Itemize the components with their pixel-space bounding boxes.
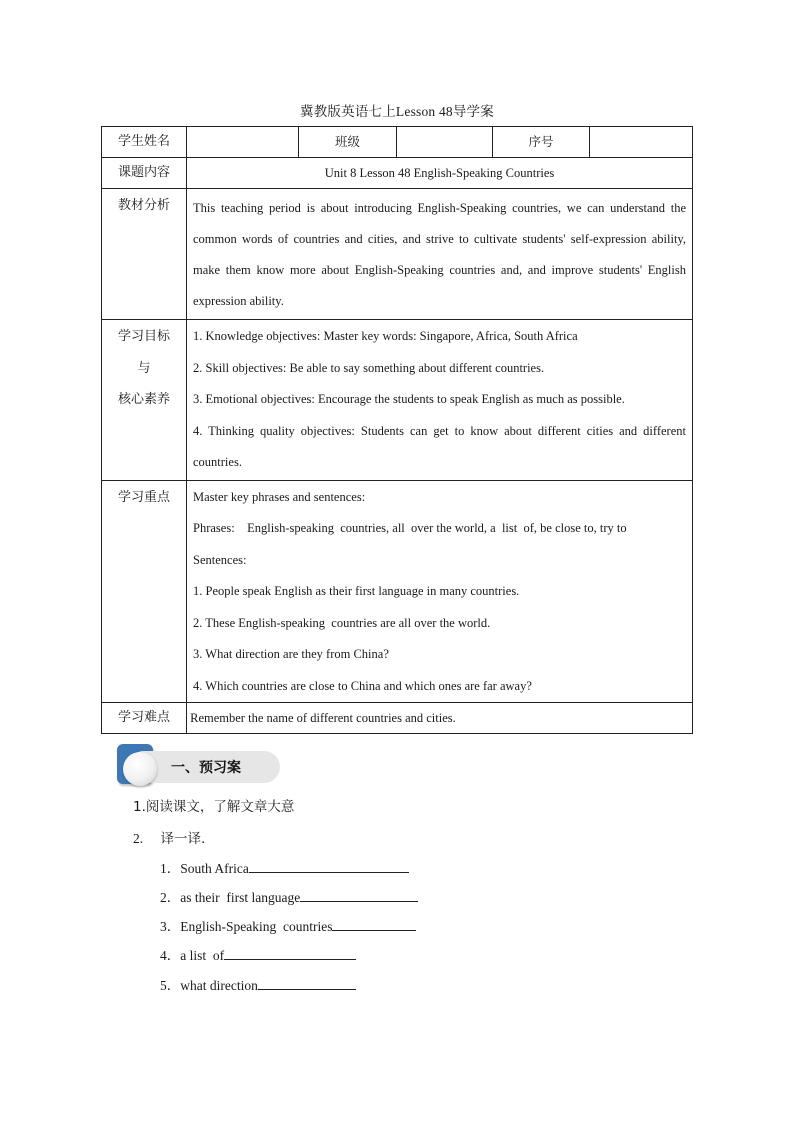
- translation-phrase: South Africa: [180, 861, 249, 876]
- banner-title: 一、预习案: [171, 760, 241, 776]
- translation-phrase: a list of: [180, 948, 225, 963]
- goals-label-line3: 核心素养: [117, 392, 170, 407]
- translation-item: [160, 857, 409, 877]
- translation-number: 5．: [160, 978, 181, 993]
- difficulty-text: Remember the name of different countries and cities.: [187, 703, 693, 734]
- class-label: 班级: [299, 127, 397, 158]
- preview-section-banner: [114, 744, 274, 788]
- translation-item: [160, 915, 416, 935]
- analysis-cell: [187, 189, 693, 320]
- translation-phrase: what direction: [180, 978, 258, 993]
- goals-label-cell: [102, 320, 187, 481]
- translation-number: 1．: [160, 861, 181, 876]
- key-points-label: 学习重点: [117, 489, 170, 505]
- preview-item-translate: [133, 827, 205, 847]
- translation-item: [160, 944, 356, 964]
- student-name-label: 学生姓名: [102, 127, 187, 158]
- answer-blank[interactable]: [224, 947, 356, 960]
- difficulty-label: 学习难点: [102, 703, 187, 734]
- topic-label: 课题内容: [102, 158, 187, 189]
- goal-item: 1. Knowledge objectives: Master key words: Singapore, Africa, South Africa: [193, 329, 578, 343]
- goal-item: 4. Thinking quality objectives: Students can get to know about different cities and different countries.: [193, 423, 686, 469]
- preview-item-read: 1.阅读课文，了解文章大意: [133, 799, 295, 815]
- answer-blank[interactable]: [332, 918, 416, 931]
- seat-number-field[interactable]: [590, 127, 693, 158]
- key-point-line: 4. Which countries are close to China and which ones are far away?: [193, 678, 532, 693]
- key-point-line: Master key phrases and sentences:: [193, 489, 366, 504]
- translation-number: 2．: [160, 890, 181, 905]
- key-point-line: 1. People speak English as their first language in many countries.: [193, 584, 520, 598]
- document-title: 冀教版英语七上Lesson 48导学案: [300, 104, 494, 119]
- student-name-field[interactable]: [187, 127, 299, 158]
- goals-label-line1: 学习目标: [117, 329, 170, 344]
- goals-label-line2: 与: [137, 360, 151, 376]
- key-point-line: Sentences:: [193, 552, 247, 567]
- seat-number-label: 序号: [493, 127, 590, 158]
- key-point-line: 2. These English-speaking countries are all over the world.: [193, 615, 491, 630]
- translation-number: 4．: [160, 948, 181, 963]
- analysis-text: This teaching period is about introducing English-Speaking countries, we can understand the common words of countries and cities, and strive to cultivate students' self-expression ability, make them know more about English-Speaking countries and, and improve students' English expression ability.: [193, 201, 686, 308]
- answer-blank[interactable]: [300, 889, 418, 902]
- class-field[interactable]: [397, 127, 493, 158]
- analysis-label: 教材分析: [102, 189, 187, 320]
- answer-blank[interactable]: [249, 860, 409, 873]
- item-number: 2.: [133, 831, 144, 846]
- answer-blank[interactable]: [258, 977, 356, 990]
- goals-cell: [187, 320, 693, 481]
- key-point-line: Phrases: English-speaking countries, all over the world, a list of, be close to, try to: [193, 521, 627, 535]
- item-text: 译一译.: [160, 831, 206, 847]
- lesson-info-table: [101, 126, 693, 734]
- translation-item: [160, 886, 418, 906]
- translation-number: 3．: [160, 919, 181, 934]
- goal-item: 3. Emotional objectives: Encourage the students to speak English as much as possible.: [193, 392, 625, 406]
- translation-item: [160, 974, 356, 994]
- translation-phrase: as their first language: [180, 890, 301, 905]
- key-point-line: 3. What direction are they from China?: [193, 647, 389, 661]
- key-points-label-cell: [102, 480, 187, 703]
- goal-item: 2. Skill objectives: Be able to say something about different countries.: [193, 360, 545, 375]
- translation-phrase: English-Speaking countries: [180, 919, 333, 934]
- key-points-cell: [187, 480, 693, 703]
- banner-circle-icon: [123, 752, 157, 786]
- topic-value: Unit 8 Lesson 48 English-Speaking Countries: [187, 158, 693, 189]
